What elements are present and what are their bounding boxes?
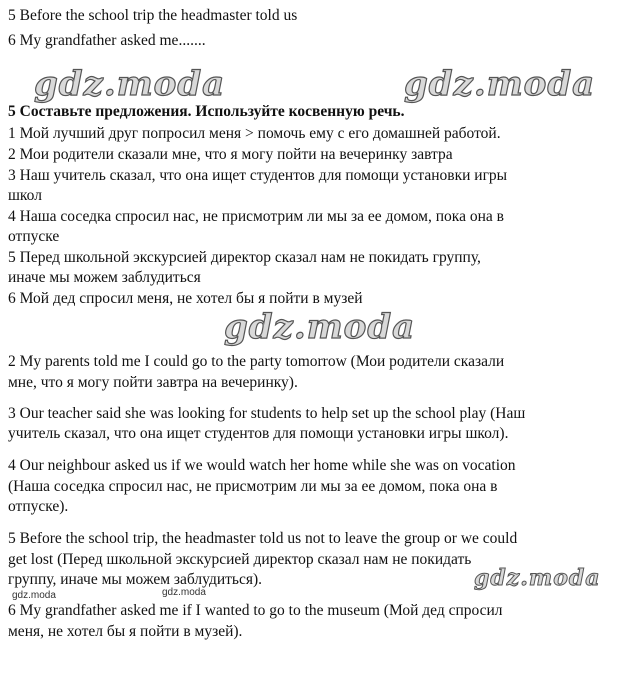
answer-line: 6 My grandfather asked me if I wanted to go to the museum (Мой дед спросил — [8, 602, 503, 619]
answer-line: отпуске). — [8, 498, 69, 515]
text-line: 2 Мои родители сказали мне, что я могу пойти на вечеринку завтра — [8, 146, 453, 163]
answer-line: 5 Before the school trip, the headmaster told us not to leave the group or we could — [8, 530, 518, 547]
answer-line: учитель сказал, что она ищет студентов для помощи установки игры школ). — [8, 425, 509, 442]
watermark-logo: gdz.moda — [162, 587, 206, 598]
watermark-logo: gdz.moda — [474, 565, 601, 591]
answer-line: меня, не хотел бы я пойти в музей). — [8, 623, 243, 640]
watermark-logo: gdz.moda — [224, 307, 416, 347]
text-line: 5 Before the school trip the headmaster told us — [8, 7, 298, 24]
answer-line: get lost (Перед школьной экскурсией директор сказал нам не покидать — [8, 551, 472, 568]
answer-line: 3 Our teacher said she was looking for students to help set up the school play (Наш — [8, 405, 526, 422]
answer-line: мне, что я могу пойти завтра на вечеринку). — [8, 374, 298, 391]
text-line: школ — [8, 187, 42, 204]
answer-line: 4 Our neighbour asked us if we would watch her home while she was on vocation — [8, 457, 516, 474]
text-line: 5 Перед школьной экскурсией директор сказал нам не покидать группу, — [8, 249, 481, 266]
text-line: отпуске — [8, 228, 60, 245]
text-line: иначе мы можем заблудиться — [8, 269, 201, 286]
watermark-logo: gdz.moda — [12, 590, 56, 601]
watermark-logo: gdz.moda — [404, 64, 596, 104]
text-line: 3 Наш учитель сказал, что она ищет студентов для помощи установки игры — [8, 167, 508, 184]
watermark-logo: gdz.moda — [34, 64, 226, 104]
answer-line: (Наша соседка спросил нас, не присмотрим ли мы за ее домом, пока она в — [8, 478, 498, 495]
answer-line: группу, иначе мы можем заблудиться). — [8, 571, 263, 588]
text-line: 6 Мой дед спросил меня, не хотел бы я пойти в музей — [8, 290, 363, 307]
text-line: 1 Мой лучший друг попросил меня > помочь ему с его домашней работой. — [8, 125, 501, 142]
section-heading: 5 Составьте предложения. Используйте косвенную речь. — [8, 103, 405, 120]
text-line: 4 Наша соседка спросил нас, не присмотрим ли мы за ее домом, пока она в — [8, 208, 504, 225]
answer-line: 2 My parents told me I could go to the party tomorrow (Мои родители сказали — [8, 353, 505, 370]
text-line: 6 My grandfather asked me....... — [8, 32, 206, 49]
